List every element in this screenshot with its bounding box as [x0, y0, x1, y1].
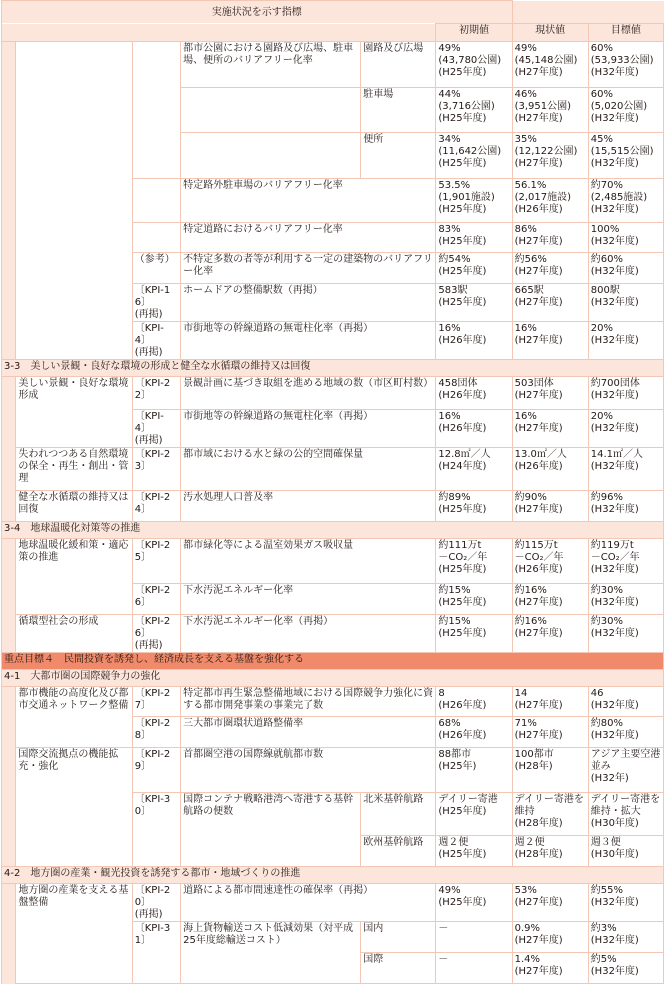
current-cell: 503団体 (H27年度) [512, 377, 588, 410]
kpi-cell: 〔KPI-30〕 [132, 793, 180, 867]
sub-cell: 駐車場 [361, 88, 436, 133]
kpi-cell: 〔KPI-25〕 [132, 539, 180, 584]
current-cell: 56.1% (2,017施設) (H26年度) [512, 179, 588, 223]
indicator-cell: ホームドアの整備駅数（再掲） [181, 284, 436, 322]
target-cell: 約70% (2,485施設) (H32年度) [588, 179, 663, 223]
initial-cell: 約111万t －CO₂／年 (H25年度) [436, 539, 512, 584]
kpi-cell: 〔KPI-26〕 (再掲) [132, 615, 180, 653]
target-cell: 約3% (H32年度) [588, 922, 663, 953]
kpi-cell [132, 179, 180, 223]
indicator-cell: 特定道路におけるバリアフリー化率 [181, 223, 436, 253]
target-cell: 60% (53,933公園) (H32年度) [588, 42, 663, 88]
initial-cell: 49% (43,780公園) (H25年度) [436, 42, 512, 88]
kpi-cell: （参考） [132, 253, 180, 284]
kpi-cell: 〔KPI-4〕 (再掲) [132, 322, 180, 360]
indicator-cell: 下水汚泥エネルギー化率 [181, 584, 436, 615]
current-cell: 71% (H27年度) [512, 717, 588, 748]
target-cell: 800駅 (H32年度) [588, 284, 663, 322]
header-title: 実施状況を示す指標 [2, 1, 513, 24]
header-target: 目標値 [588, 24, 663, 42]
target-cell: 20% (H32年度) [588, 410, 663, 448]
indicator-cell: 下水汚泥エネルギー化率（再掲） [181, 615, 436, 653]
current-cell: 14 (H27年度) [512, 687, 588, 717]
sub-cell: 北米基幹航路 [361, 793, 436, 836]
policy-cell: 失われつつある自然環境の保全・再生・創出・管理 [16, 448, 132, 491]
header-initial: 初期値 [436, 24, 512, 42]
initial-cell: 34% (11,642公園) (H25年度) [436, 133, 512, 179]
initial-cell: 16% (H26年度) [436, 322, 512, 360]
current-cell: 100都市 (H28年) [512, 748, 588, 793]
policy-cell: 地球温暖化緩和策・適応策の推進 [16, 539, 132, 615]
indicator-cell: 特定路外駐車場のバリアフリー化率 [181, 179, 436, 223]
kpi-cell [132, 223, 180, 253]
policy-cell: 地方圏の産業を支える基盤整備 [16, 884, 132, 984]
current-cell: 16% (H27年度) [512, 322, 588, 360]
current-cell: 0.9% (H27年度) [512, 922, 588, 953]
section-title-3-3: 3-3 美しい景観・良好な環境の形成と健全な水循環の維持又は回復 [2, 360, 664, 377]
indicator-cell: 都市緑化等による温室効果ガス吸収量 [181, 539, 436, 584]
sub-cell: 国際 [361, 953, 436, 984]
initial-cell: デイリー寄港 (H25年度) [436, 793, 512, 836]
target-cell: 週３便 (H30年度) [588, 836, 663, 867]
initial-cell: 約15% (H25年度) [436, 615, 512, 653]
target-cell: 約80% (H32年度) [588, 717, 663, 748]
initial-cell: 44% (3,716公園) (H25年度) [436, 88, 512, 133]
indicator-cell: 都市公園における園路及び広場、駐車場、便所のバリアフリー化率 [181, 42, 361, 88]
target-cell: アジア主要空港並み (H32年) [588, 748, 663, 793]
policy-cell: 美しい景観・良好な環境形成 [16, 377, 132, 448]
target-cell: 20% (H32年度) [588, 322, 663, 360]
target-cell: 約119万t －CO₂／年 (H32年度) [588, 539, 663, 584]
kpi-cell: 〔KPI-16〕 (再掲) [132, 284, 180, 322]
current-cell: デイリー寄港を維持 (H28年度) [512, 793, 588, 836]
indicator-cell: 特定都市再生緊急整備地域における国際競争力強化に資する都市開発事業の事業完了数 [181, 687, 436, 717]
target-cell: 100% (H32年度) [588, 223, 663, 253]
indicator-cell: 景観計画に基づき取組を進める地域の数（市区町村数） [181, 377, 436, 410]
indicator-cell: 首都圏空港の国際線就航都市数 [181, 748, 436, 793]
section-title-3-4: 3-4 地球温暖化対策等の推進 [2, 522, 664, 539]
target-cell: 約5% (H32年度) [588, 953, 663, 984]
indicator-cell: 市街地等の幹線道路の無電柱化率（再掲） [181, 322, 436, 360]
indicator-cell: 不特定多数の者等が利用する一定の建築物のバリアフリー化率 [181, 253, 436, 284]
initial-cell: 約54% (H25年度) [436, 253, 512, 284]
indicator-cell: 道路による都市間速達性の確保率（再掲） [181, 884, 436, 922]
indicator-cell: 市街地等の幹線道路の無電柱化率（再掲） [181, 410, 436, 448]
target-cell: 45% (15,515公園) (H32年度) [588, 133, 663, 179]
current-cell: 約16% (H27年度) [512, 584, 588, 615]
current-cell: 週２便 (H28年度) [512, 836, 588, 867]
initial-cell: － [436, 922, 512, 953]
initial-cell: 週２便 (H25年度) [436, 836, 512, 867]
sub-cell: 国内 [361, 922, 436, 953]
target-cell: 約96% (H32年度) [588, 491, 663, 522]
kpi-cell: 〔KPI-26〕 [132, 584, 180, 615]
kpi-table [1, 0, 664, 984]
header-current: 現状値 [512, 24, 588, 42]
kpi-cell: 〔KPI-23〕 [132, 448, 180, 491]
kpi-cell: 〔KPI-22〕 [132, 377, 180, 410]
kpi-cell: 〔KPI-20〕 (再掲) [132, 884, 180, 922]
current-cell: 53% (H27年度) [512, 884, 588, 922]
current-cell: 665駅 (H27年度) [512, 284, 588, 322]
indicator-cell: 汚水処理人口普及率 [181, 491, 436, 522]
current-cell: 約90% (H27年度) [512, 491, 588, 522]
target-cell: 14.1㎡／人 (H32年度) [588, 448, 663, 491]
initial-cell: 53.5% (1,901施設) (H25年度) [436, 179, 512, 223]
policy-cell: 国際交流拠点の機能拡充・強化 [16, 748, 132, 867]
target-cell: 約30% (H32年度) [588, 615, 663, 653]
kpi-cell: 〔KPI-24〕 [132, 491, 180, 522]
initial-cell: 12.8㎡／人 (H24年度) [436, 448, 512, 491]
current-cell: 35% (12,122公園) (H27年度) [512, 133, 588, 179]
kpi-cell: 〔KPI-31〕 [132, 922, 180, 984]
target-cell: 60% (5,020公園) (H32年度) [588, 88, 663, 133]
indicator-cell: 海上貨物輸送コスト低減効果（対平成25年度総輸送コスト） [181, 922, 361, 984]
current-cell: 46% (3,951公園) (H27年度) [512, 88, 588, 133]
initial-cell: 8 (H26年度) [436, 687, 512, 717]
initial-cell: － [436, 953, 512, 984]
current-cell: 約115万t －CO₂／年 (H26年度) [512, 539, 588, 584]
target-cell: デイリー寄港を維持・拡大 (H30年度) [588, 793, 663, 836]
indicator-cell: 国際コンテナ戦略港湾へ寄港する基幹航路の便数 [181, 793, 361, 867]
sub-cell: 欧州基幹航路 [361, 836, 436, 867]
indicator-cell: 都市域における水と緑の公的空間確保量 [181, 448, 436, 491]
sub-cell: 園路及び広場 [361, 42, 436, 88]
initial-cell: 458団体 (H26年度) [436, 377, 512, 410]
target-cell: 約55% (H32年度) [588, 884, 663, 922]
current-cell: 約16% (H27年度) [512, 615, 588, 653]
goal-4-title: 重点目標４ 民間投資を誘発し、経済成長を支える基盤を強化する [2, 653, 664, 670]
target-cell: 約30% (H32年度) [588, 584, 663, 615]
current-cell: 1.4% (H27年度) [512, 953, 588, 984]
initial-cell: 88都市 (H25年) [436, 748, 512, 793]
policy-cell: 健全な水循環の維持又は回復 [16, 491, 132, 522]
sub-cell: 便所 [361, 133, 436, 179]
initial-cell: 約89% (H25年度) [436, 491, 512, 522]
target-cell: 約60% (H32年度) [588, 253, 663, 284]
initial-cell: 583駅 (H25年度) [436, 284, 512, 322]
initial-cell: 68% (H26年度) [436, 717, 512, 748]
kpi-cell: 〔KPI-27〕 [132, 687, 180, 717]
initial-cell: 49% (H25年度) [436, 884, 512, 922]
current-cell: 約56% (H27年度) [512, 253, 588, 284]
initial-cell: 83% (H25年度) [436, 223, 512, 253]
kpi-cell: 〔KPI-28〕 [132, 717, 180, 748]
current-cell: 49% (45,148公園) (H27年度) [512, 42, 588, 88]
indicator-cell: 三大都市圏環状道路整備率 [181, 717, 436, 748]
current-cell: 16% (H27年度) [512, 410, 588, 448]
target-cell: 46 (H32年度) [588, 687, 663, 717]
kpi-cell: 〔KPI-4〕 (再掲) [132, 410, 180, 448]
kpi-cell [132, 42, 180, 179]
initial-cell: 16% (H26年度) [436, 410, 512, 448]
policy-cell [16, 42, 132, 360]
current-cell: 13.0㎡／人 (H26年度) [512, 448, 588, 491]
section-title-4-1: 4-1 大都市圏の国際競争力の強化 [2, 670, 664, 687]
initial-cell: 約15% (H25年度) [436, 584, 512, 615]
section-title-4-2: 4-2 地方圏の産業・観光投資を誘発する都市・地域づくりの推進 [2, 867, 664, 884]
policy-cell: 都市機能の高度化及び都市交通ネットワーク整備 [16, 687, 132, 748]
policy-cell: 循環型社会の形成 [16, 615, 132, 653]
target-cell: 約700団体 (H32年度) [588, 377, 663, 410]
kpi-cell: 〔KPI-29〕 [132, 748, 180, 793]
current-cell: 86% (H27年度) [512, 223, 588, 253]
